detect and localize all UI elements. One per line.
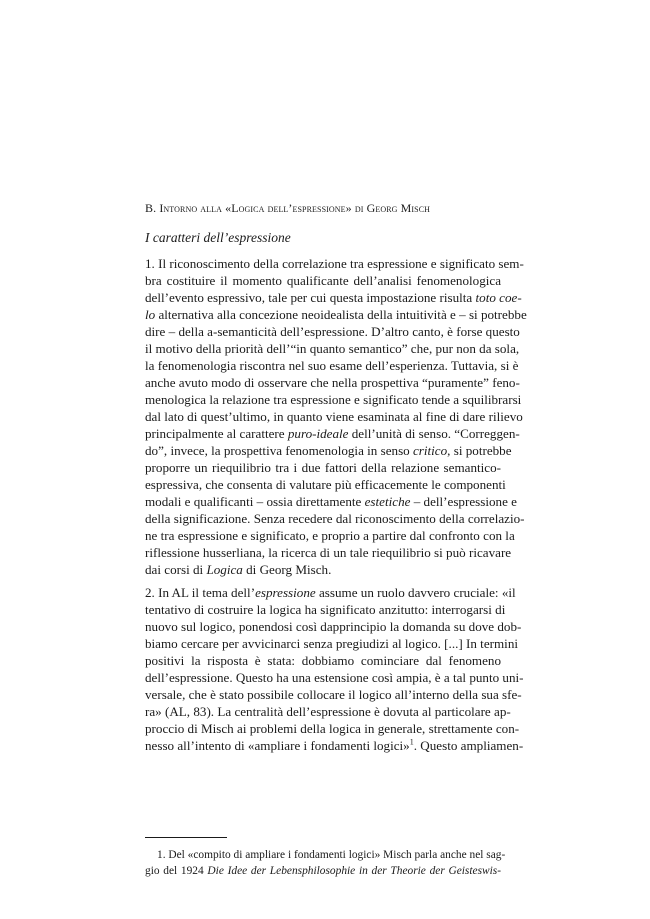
- text-line: versale, che è stato possibile collocare il logico all’interno della sua sfe-: [145, 687, 522, 702]
- text-line: la fenomenologia riscontra nel suo esame dell’esperienza. Tuttavia, si è: [145, 358, 519, 373]
- book-page: [145, 0, 527, 919]
- text-line: menologica la relazione tra espressione e significato tende a squilibrarsi: [145, 392, 522, 407]
- section-heading: [145, 201, 430, 216]
- text-line: dell’evento espressivo, tale per cui questa impostazione risulta toto coe-: [145, 290, 522, 305]
- footnote-line: gio del 1924 Die Idee der Lebensphilosophie in der Theorie der Geisteswis-: [145, 865, 502, 877]
- text-line: riflessione husserliana, la ricerca di un tale riequilibrio si può ricavare: [145, 545, 512, 560]
- text-line: dire – della a-semanticità dell’espressione. D’altro canto, è forse questo: [145, 324, 520, 339]
- text-line: proccio di Misch ai problemi della logica in generale, strettamente con-: [145, 721, 520, 736]
- text-line: do”, invece, la prospettiva fenomenologia in senso critico, si potrebbe: [145, 443, 512, 458]
- footnote-line: 1. Del «compito di ampliare i fondamenti logici» Misch parla anche nel sag-: [157, 849, 506, 861]
- text-line: biamo cercare per avvicinarci senza pregiudizi al logico. [...] In termini: [145, 636, 518, 651]
- text-line: anche avuto modo di osservare che nella prospettiva “puramente” feno-: [145, 375, 520, 390]
- heading-author: Georg Misch: [366, 201, 431, 215]
- text-line: dal lato di quest’ultimo, in quanto viene esaminata al fine di dare rilievo: [145, 409, 523, 424]
- text-line: modali e qualificanti – ossia direttamente estetiche – dell’espressione e: [145, 494, 517, 509]
- heading-smallcaps: Intorno alla «Logica dell’espressione» di: [159, 201, 367, 215]
- text-line: lo alternativa alla concezione neoidealista della intuitività e – si potrebbe: [145, 307, 527, 322]
- text-line: ra» (AL, 83). La centralità dell’espressione è dovuta al particolare ap-: [145, 704, 511, 719]
- text-line: ne tra espressione e significato, e proprio a partire dal confronto con la: [145, 528, 515, 543]
- text-line: nesso all’intento di «ampliare i fondamenti logici»$^1$. Questo ampliamen-: [145, 737, 524, 753]
- heading-prefix: B.: [145, 201, 160, 215]
- text-line: dai corsi di Logica di Georg Misch.: [145, 562, 332, 577]
- text-line: 2. In AL il tema dell’espressione assume un ruolo davvero cruciale: «il: [145, 585, 516, 600]
- text-line: proporre un riequilibrio tra i due fattori della relazione semantico-: [145, 460, 501, 475]
- text-line: positivi la risposta è stata: dobbiamo cominciare dal fenomeno: [145, 653, 501, 668]
- text-line: 1. Il riconoscimento della correlazione tra espressione e significato sem-: [145, 256, 524, 271]
- text-line: il motivo della priorità dell’“in quanto semantico” che, pur non da sola,: [145, 341, 520, 356]
- footnote-divider: [145, 837, 227, 838]
- text-line: della significazione. Senza recedere dal riconoscimento della correlazio-: [145, 511, 525, 526]
- text-line: nuovo sul logico, ponendosi così dapprincipio la domanda su dove dob-: [145, 619, 522, 634]
- text-line: dell’espressione. Questo ha una estensione così ampia, è a tal punto uni-: [145, 670, 524, 685]
- footnote-marker[interactable]: 1: [409, 737, 414, 747]
- text-line: tentativo di costruire la logica ha significato anzitutto: interrogarsi di: [145, 602, 506, 617]
- text-line: espressiva, che consenta di valutare più efficacemente le componenti: [145, 477, 506, 492]
- text-line: principalmente al carattere puro-ideale dell’unità di senso. “Correggen-: [145, 426, 520, 441]
- text-line: bra costituire il momento qualificante dell’analisi fenomenologica: [145, 273, 501, 288]
- subsection-title: I caratteri dell’espressione: [145, 230, 291, 245]
